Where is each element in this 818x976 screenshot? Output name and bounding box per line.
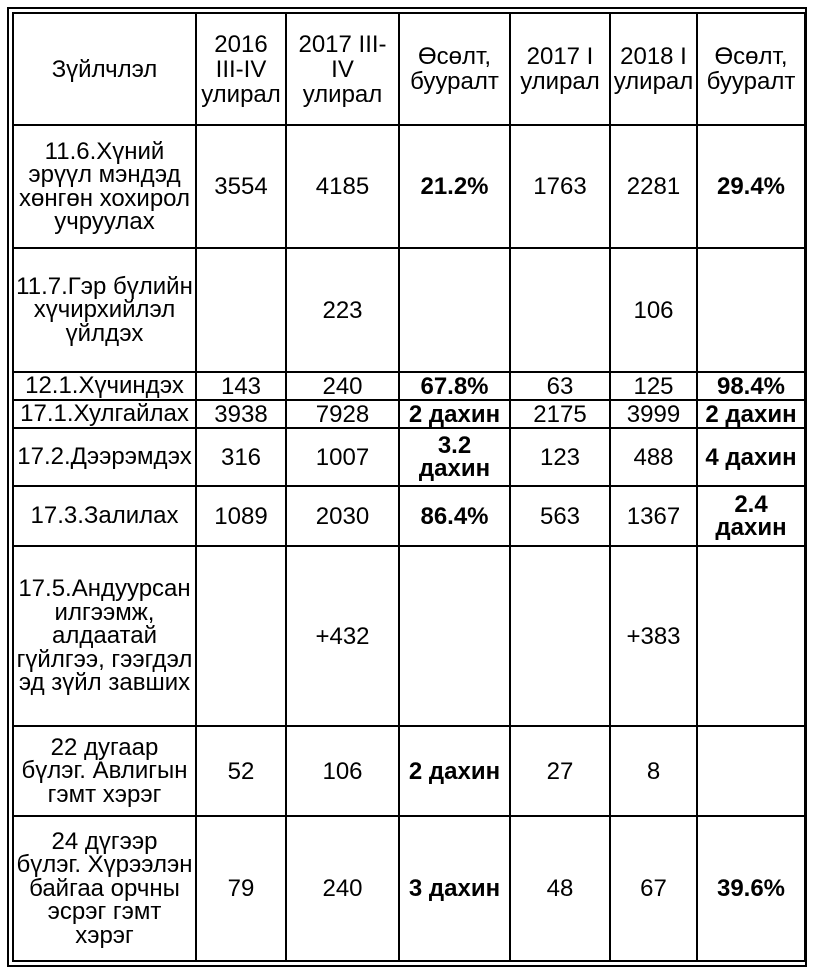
cell-2018-q1: 488 [610, 428, 697, 486]
cell-2016-q3-q4: 3938 [196, 400, 286, 428]
cell-2016-q3-q4: 316 [196, 428, 286, 486]
cell-2016-q3-q4: 1089 [196, 486, 286, 546]
header-2016-q3-q4: 2016 III-IV улирал [196, 13, 286, 125]
cell-2017-q3-q4: +432 [286, 546, 399, 726]
cell-2017-q1: 48 [510, 816, 610, 961]
cell-2017-q3-q4: 1007 [286, 428, 399, 486]
cell-2018-q1: 3999 [610, 400, 697, 428]
row-service: 17.3.Залилах [13, 486, 196, 546]
table-row [13, 125, 805, 248]
cell-change-2 [697, 546, 805, 726]
table-row [13, 726, 805, 816]
cell-change-2: 29.4% [697, 125, 805, 248]
cell-2018-q1: 1367 [610, 486, 697, 546]
cell-2017-q3-q4: 240 [286, 816, 399, 961]
table-row [13, 372, 805, 400]
cell-change-2: 2.4 дахин [697, 486, 805, 546]
cell-change-1 [399, 546, 510, 726]
cell-2017-q3-q4: 2030 [286, 486, 399, 546]
cell-change-1: 2 дахин [399, 726, 510, 816]
cell-2017-q1: 2175 [510, 400, 610, 428]
header-2017-q1: 2017 I улирал [510, 13, 610, 125]
row-service: 12.1.Хүчиндэх [13, 372, 196, 400]
header-2018-q1: 2018 I улирал [610, 13, 697, 125]
cell-2018-q1: +383 [610, 546, 697, 726]
cell-2016-q3-q4: 79 [196, 816, 286, 961]
header-service: Зүйлчлэл [13, 13, 196, 125]
cell-change-1 [399, 248, 510, 372]
cell-change-2 [697, 726, 805, 816]
crime-statistics-table [12, 12, 806, 962]
cell-2017-q1: 1763 [510, 125, 610, 248]
row-service: 22 дугаар бүлэг. Авлигын гэмт хэрэг [13, 726, 196, 816]
cell-2017-q3-q4: 240 [286, 372, 399, 400]
cell-change-1: 2 дахин [399, 400, 510, 428]
cell-2016-q3-q4 [196, 546, 286, 726]
row-service: 11.7.Гэр бүлийн хүчирхийлэл үйлдэх [13, 248, 196, 372]
table-row [13, 546, 805, 726]
row-service: 17.5.Андуурсан илгээмж, алдаатай гүйлгээ, гээгдэл эд зүйл завших [13, 546, 196, 726]
table-row [13, 248, 805, 372]
cell-change-2: 4 дахин [697, 428, 805, 486]
cell-2017-q1: 27 [510, 726, 610, 816]
cell-2017-q1: 63 [510, 372, 610, 400]
row-service: 24 дүгээр бүлэг. Хүрээлэн байгаа орчны эсрэг гэмт хэрэг [13, 816, 196, 961]
header-row [13, 13, 805, 125]
cell-2017-q1 [510, 248, 610, 372]
cell-change-2 [697, 248, 805, 372]
header-2017-q3-q4: 2017 III-IV улирал [286, 13, 399, 125]
cell-2017-q3-q4: 7928 [286, 400, 399, 428]
cell-2018-q1: 125 [610, 372, 697, 400]
cell-2018-q1: 106 [610, 248, 697, 372]
cell-2017-q1: 563 [510, 486, 610, 546]
cell-2018-q1: 8 [610, 726, 697, 816]
cell-change-2: 39.6% [697, 816, 805, 961]
cell-2016-q3-q4 [196, 248, 286, 372]
cell-2017-q1: 123 [510, 428, 610, 486]
table-row [13, 816, 805, 961]
row-service: 17.2.Дээрэмдэх [13, 428, 196, 486]
cell-2018-q1: 2281 [610, 125, 697, 248]
table-row [13, 428, 805, 486]
cell-2017-q3-q4: 223 [286, 248, 399, 372]
header-change-2: Өсөлт, бууралт [697, 13, 805, 125]
row-service: 17.1.Хулгайлах [13, 400, 196, 428]
cell-change-1: 86.4% [399, 486, 510, 546]
cell-2016-q3-q4: 3554 [196, 125, 286, 248]
row-service: 11.6.Хүний эрүүл мэндэд хөнгөн хохирол учруулах [13, 125, 196, 248]
cell-change-1: 3.2 дахин [399, 428, 510, 486]
cell-change-2: 2 дахин [697, 400, 805, 428]
table-row [13, 400, 805, 428]
cell-change-1: 3 дахин [399, 816, 510, 961]
cell-2016-q3-q4: 143 [196, 372, 286, 400]
cell-change-1: 21.2% [399, 125, 510, 248]
cell-2018-q1: 67 [610, 816, 697, 961]
cell-2017-q3-q4: 106 [286, 726, 399, 816]
cell-2017-q3-q4: 4185 [286, 125, 399, 248]
cell-2016-q3-q4: 52 [196, 726, 286, 816]
cell-change-1: 67.8% [399, 372, 510, 400]
cell-change-2: 98.4% [697, 372, 805, 400]
table-row [13, 486, 805, 546]
header-change-1: Өсөлт, бууралт [399, 13, 510, 125]
cell-2017-q1 [510, 546, 610, 726]
